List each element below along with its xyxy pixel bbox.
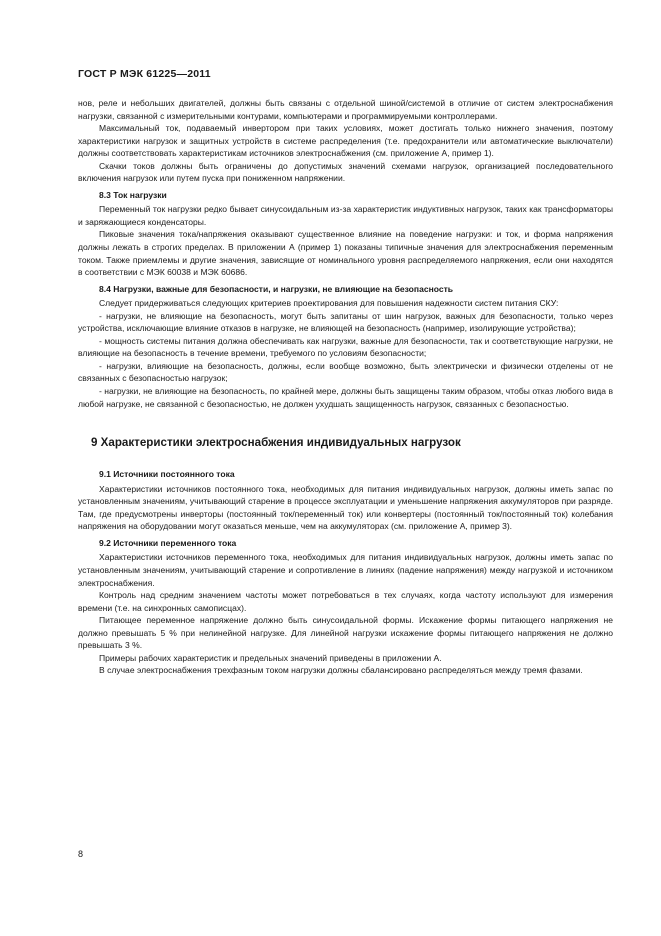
document-body	[78, 97, 613, 677]
list-item: - нагрузки, не влияющие на безопасность, могут быть запитаны от шин нагрузок, важных для безопасности, только через устройства, исключающие влияние отказов в нагрузке, не влияющей на безопасность (например, изолирующие устройства);	[78, 310, 613, 334]
list-item: - мощность системы питания должна обеспечивать как нагрузки, важные для безопасности, так и соответствующие нагрузки, не влияющие на безопасность в течение времени, требуемого по условиям безопасности;	[78, 335, 613, 359]
list-item: - нагрузки, влияющие на безопасность, должны, если вообще возможно, быть электрически и физически отделены от не связанных с безопасностью нагрузок;	[78, 360, 613, 384]
paragraph: Скачки токов должны быть ограничены до допустимых значений схемами нагрузок, организацией последовательного включения нагрузок или путем пуска при пониженном напряжении.	[78, 160, 613, 184]
list-item: - нагрузки, не влияющие на безопасность, по крайней мере, должны быть защищены таким образом, чтобы отказ любого вида в любой нагрузке, не связанной с безопасностью, не должен ухудшать защищенность нагрузок, связанных с безопасностью.	[78, 386, 613, 409]
paragraph: Характеристики источников переменного тока, необходимых для питания индивидуальных нагрузок, должны иметь запас по установленным значениям, учитывающий старение и сопротивление в линиях (падение напряжения) между нагрузкой и источником электроснабжения.	[78, 552, 613, 588]
section-heading-9-2: 9.2 Источники переменного тока	[99, 537, 237, 548]
paragraph: Питающее переменное напряжение должно быть синусоидальной формы. Искажение формы питающего напряжения не должно превышать 5 % при нелинейной нагрузке. Для линейной нагрузки искажение формы питающего напряжения не должно превышать 3 %.	[78, 615, 613, 651]
paragraph: Следует придерживаться следующих критериев проектирования для повышения надежности систем питания СКУ:	[99, 298, 559, 309]
paragraph: Максимальный ток, подаваемый инвертором при таких условиях, может достигать только нижнего значения, поэтому характеристики нагрузок и защитных устройств в системе распределения (т.е. предохранители или автоматические выключатели) должны соответствовать характеристикам источников электроснабжения (см. приложение А, пример 1).	[78, 123, 613, 159]
section-heading-8-4: 8.4 Нагрузки, важные для безопасности, и нагрузки, не влияющие на безопасность	[99, 283, 454, 294]
page-number: 8	[78, 849, 84, 859]
paragraph: Переменный ток нагрузки редко бывает синусоидальным из-за характеристик индуктивных нагрузок, таких как трансформаторы и заряжающиеся конденсаторы.	[78, 204, 613, 227]
paragraph: Контроль над средним значением частоты может потребоваться в тех случаях, когда частоту используют для измерения времени (т.е. на синхронных самописцах).	[78, 590, 613, 613]
section-heading-9: 9 Характеристики электроснабжения индивидуальных нагрузок	[91, 436, 461, 450]
paragraph: Примеры рабочих характеристик и предельных значений приведены в приложении А.	[99, 652, 442, 663]
paragraph: В случае электроснабжения трехфазным током нагрузки должны сбалансировано распределяться между тремя фазами.	[99, 665, 583, 676]
paragraph: нов, реле и небольших двигателей, должны быть связаны с отдельной шиной/системой в отличие от систем электроснабжения нагрузки, связанной с измерительными контурами, компьютерами и программируемыми контроллерами.	[78, 98, 613, 121]
document-header: ГОСТ Р МЭК 61225—2011	[78, 68, 211, 80]
section-heading-9-1: 9.1 Источники постоянного тока	[99, 469, 235, 480]
paragraph: Характеристики источников постоянного тока, необходимых для питания индивидуальных нагрузок, должны иметь запас по установленным значениям, учитывающий старение в процессе эксплуатации и уменьшение напряжения аккумуляторов при разряде. Там, где предусмотрены инверторы (постоянный ток/переменный ток) или конвертеры (постоянный ток/постоянный ток) колебания напряжения на оборудовании могут оказаться меньше, чем на аккумуляторах (см. приложение А, пример 3).	[78, 483, 613, 532]
section-heading-8-3: 8.3 Ток нагрузки	[99, 189, 167, 200]
paragraph: Пиковые значения тока/напряжения оказывают существенное влияние на поведение нагрузки: и ток, и форма напряжения должны лежать в строгих пределах. В приложении А (пример 1) показаны типичные значения для электроснабжения переменным током. Также приемлемы и другие значения, зависящие от номинального уровня распределяемого напряжения, если они находятся в соответствии с МЭК 60038 и МЭК 60686.	[78, 229, 613, 278]
